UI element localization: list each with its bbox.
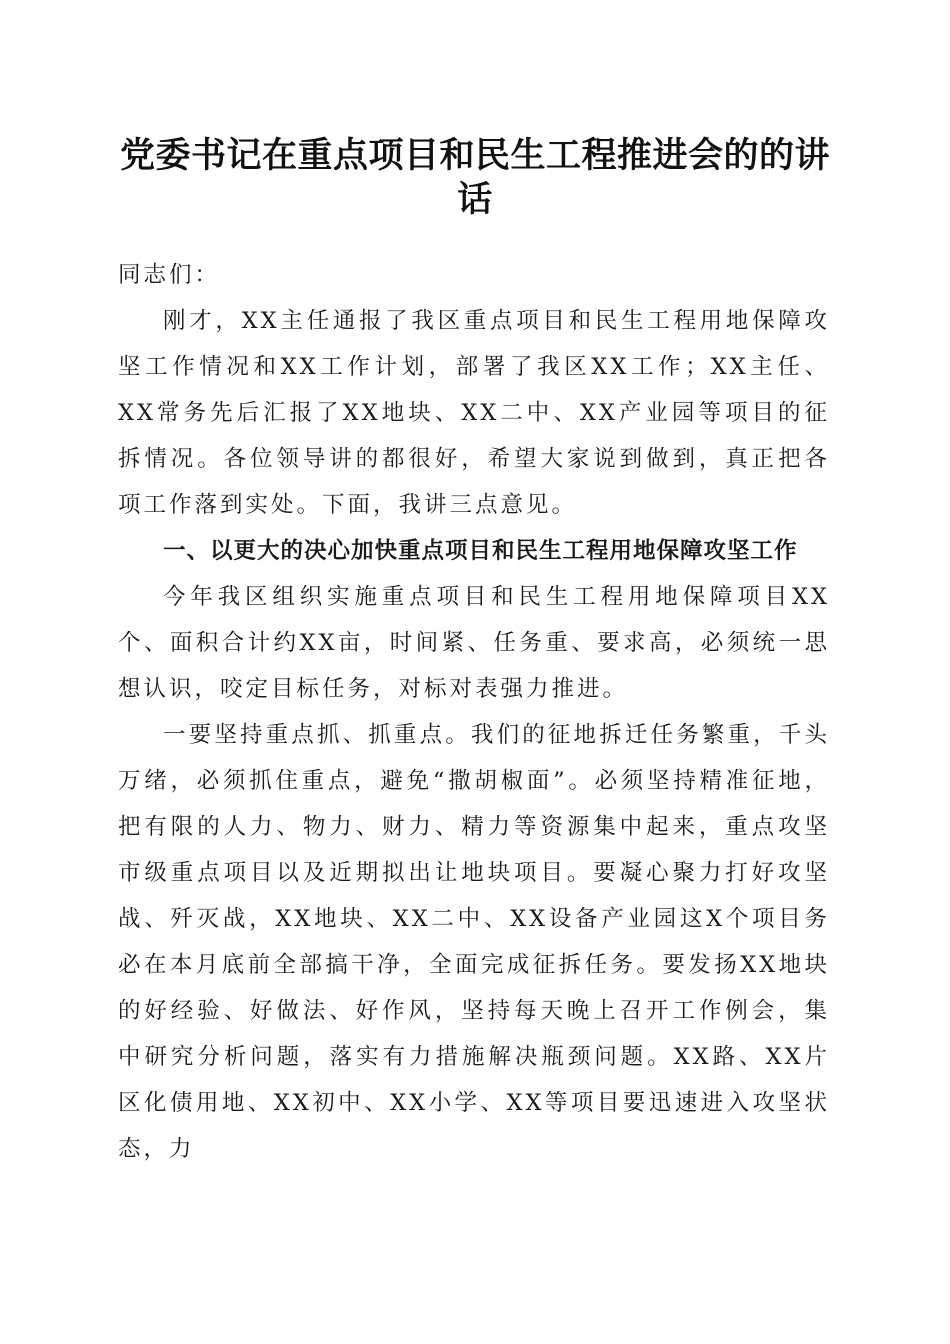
- intro-paragraph: 刚才，XX主任通报了我区重点项目和民生工程用地保障攻坚工作情况和XX工作计划，部署了我区XX工作；XX主任、XX常务先后汇报了XX地块、XX二中、XX产业园等项目的征拆情况。各位领导讲的都很好，希望大家说到做到，真正把各项工作落到实处。下面，我讲三点意见。: [118, 308, 831, 518]
- section1-paragraph-2: 一要坚持重点抓、抓重点。我们的征地拆迁任务繁重，千头万绪，必须抓住重点，避免“撒胡椒面”。必须坚持精准征地，把有限的人力、物力、财力、精力等资源集中起来，重点攻坚市级重点项目以及近期拟出让地块项目。要凝心聚力打好攻坚战、歼灭战，XX地块、XX二中、XX设备产业园这X个项目务必在本月底前全部搞干净，全面完成征拆任务。要发扬XX地块的好经验、好做法、好作风，坚持每天晚上召开工作例会，集中研究分析问题，落实有力措施解决瓶颈问题。XX路、XX片区化债用地、XX初中、XX小学、XX等项目要迅速进入攻坚状态，力: [118, 722, 830, 1162]
- section1-paragraph-1: 今年我区组织实施重点项目和民生工程用地保障项目XX个、面积合计约XX亩，时间紧、任务重、要求高，必须统一思想认识，咬定目标任务，对标对表强力推进。: [118, 584, 830, 702]
- salutation: 同志们：: [118, 262, 221, 288]
- document-title: 党委书记在重点项目和民生工程推进会的的讲话: [119, 135, 830, 220]
- section-heading-1: 一、以更大的决心加快重点项目和民生工程用地保障攻坚工作: [163, 538, 798, 564]
- document-body: [118, 252, 830, 1172]
